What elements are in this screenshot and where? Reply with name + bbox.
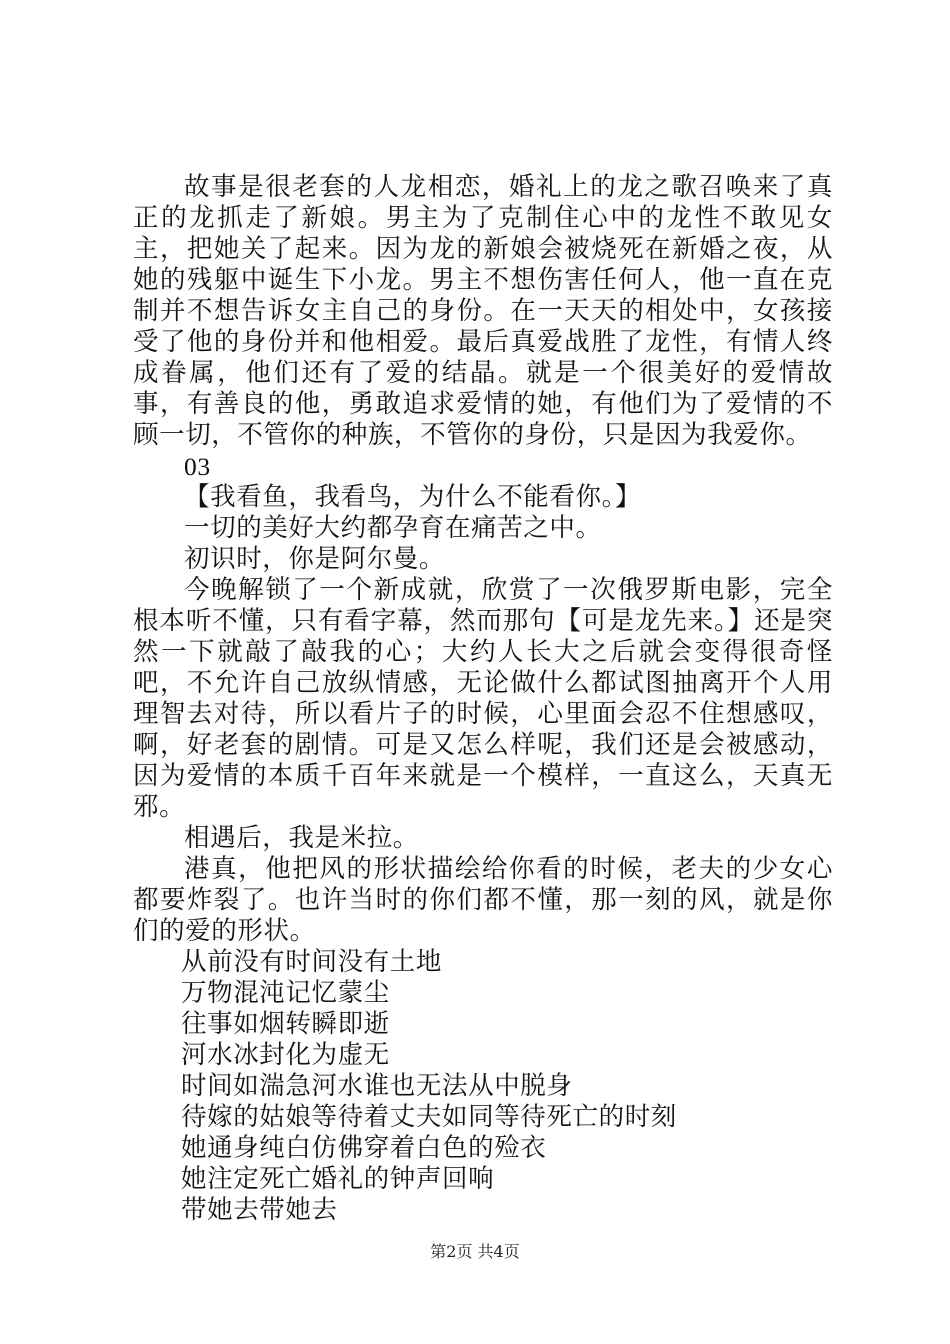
poem-line: 时间如湍急河水谁也无法从中脱身 — [181, 1071, 573, 1101]
document-body — [133, 172, 833, 1226]
text-line: 一切的美好大约都孕育在痛苦之中。 — [184, 513, 602, 543]
section-number: 03 — [184, 452, 211, 481]
poem-line: 她注定死亡婚礼的钟声回响 — [181, 1164, 495, 1194]
review-paragraph: 今晚解锁了一个新成就，欣赏了一次俄罗斯电影，完全根本听不懂，只有看字幕，然而那句【可是龙先来。】还是突然一下就敲了敲我的心；大约人长大之后就会变得很奇怪吧，不允许自己放纵情感，无论做什么都试图抽离开个人用理智去对待，所以看片子的时候，心里面会忍不住想感叹，啊，好老套的剧情。可是又怎么样呢，我们还是会被感动，因为爱情的本质千百年来就是一个模样，一直这么，天真无邪。 — [133, 575, 833, 822]
story-paragraph: 故事是很老套的人龙相恋，婚礼上的龙之歌召唤来了真正的龙抓走了新娘。男主为了克制住心中的龙性不敢见女主，把她关了起来。因为龙的新娘会被烧死在新婚之夜，从她的残躯中诞生下小龙。男主不想伤害任何人，他一直在克制并不想告诉女主自己的身份。在一天天的相处中，女孩接受了他的身份并和他相爱。最后真爱战胜了龙性，有情人终成眷属，他们还有了爱的结晶。就是一个很美好的爱情故事，有善良的他，勇敢追求爱情的她，有他们为了爱情的不顾一切，不管你的种族，不管你的身份，只是因为我爱你。 — [133, 172, 833, 450]
text-line: 初识时，你是阿尔曼。 — [184, 544, 446, 574]
poem-line: 万物混沌记忆蒙尘 — [181, 978, 390, 1008]
wind-paragraph: 港真，他把风的形状描绘给你看的时候，老夫的少女心都要炸裂了。也许当时的你们都不懂，那一刻的风，就是你们的爱的形状。 — [133, 854, 833, 946]
poem-line: 待嫁的姑娘等待着丈夫如同等待死亡的时刻 — [181, 1102, 677, 1132]
page-footer: 第2页 共4页 — [430, 1242, 520, 1261]
poem-line: 从前没有时间没有土地 — [181, 947, 443, 977]
poem-line: 她通身纯白仿佛穿着白色的殓衣 — [181, 1133, 547, 1163]
text-line: 相遇后，我是米拉。 — [184, 823, 419, 853]
poem-line: 河水冰封化为虚无 — [181, 1040, 390, 1070]
poem-line: 往事如烟转瞬即逝 — [181, 1009, 390, 1039]
poem-line: 带她去带她去 — [181, 1195, 338, 1225]
quote-line: 【我看鱼，我看鸟，为什么不能看你。】 — [184, 482, 642, 512]
